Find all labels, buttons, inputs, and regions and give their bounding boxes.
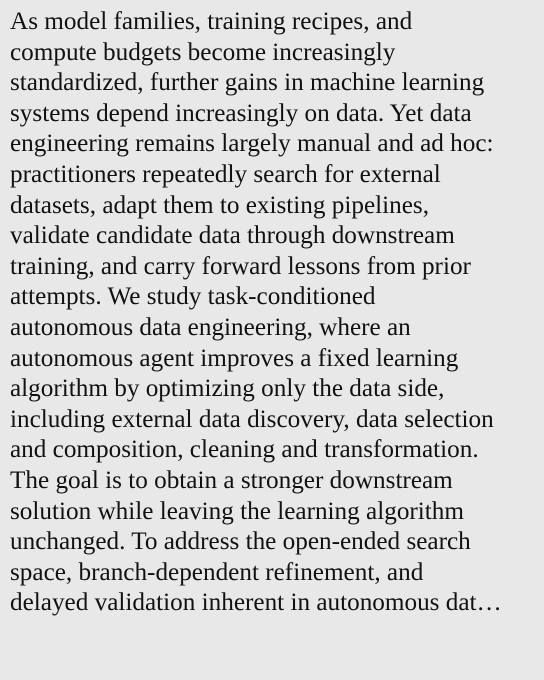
text-line: compute budgets become increasingly	[10, 38, 396, 66]
text-line: and composition, cleaning and transformation.	[10, 436, 479, 464]
text-line: The goal is to obtain a stronger downstream	[10, 466, 453, 494]
text-line: training, and carry forward lessons from prior	[10, 252, 471, 280]
text-line: solution while leaving the learning algorithm	[10, 497, 464, 525]
text-line: validate candidate data through downstream	[10, 222, 455, 250]
text-line: datasets, adapt them to existing pipelines,	[10, 191, 430, 219]
text-line: engineering remains largely manual and ad hoc:	[10, 130, 494, 158]
text-line: including external data discovery, data selection	[10, 405, 494, 433]
text-line: autonomous agent improves a fixed learning	[10, 344, 459, 372]
text-line: space, branch-dependent refinement, and	[10, 558, 424, 586]
text-line: systems depend increasingly on data. Yet data	[10, 99, 472, 127]
text-line: algorithm by optimizing only the data side,	[10, 375, 445, 403]
text-line: As model families, training recipes, and	[10, 8, 413, 35]
text-line: standardized, further gains in machine learning	[10, 69, 485, 97]
text-line: attempts. We study task-conditioned	[10, 283, 376, 311]
text-line: delayed validation inherent in autonomous dat…	[10, 589, 502, 617]
text-line: practitioners repeatedly search for external	[10, 160, 441, 188]
text-line: unchanged. To address the open-ended search	[10, 528, 471, 556]
text-line: autonomous data engineering, where an	[10, 313, 411, 341]
